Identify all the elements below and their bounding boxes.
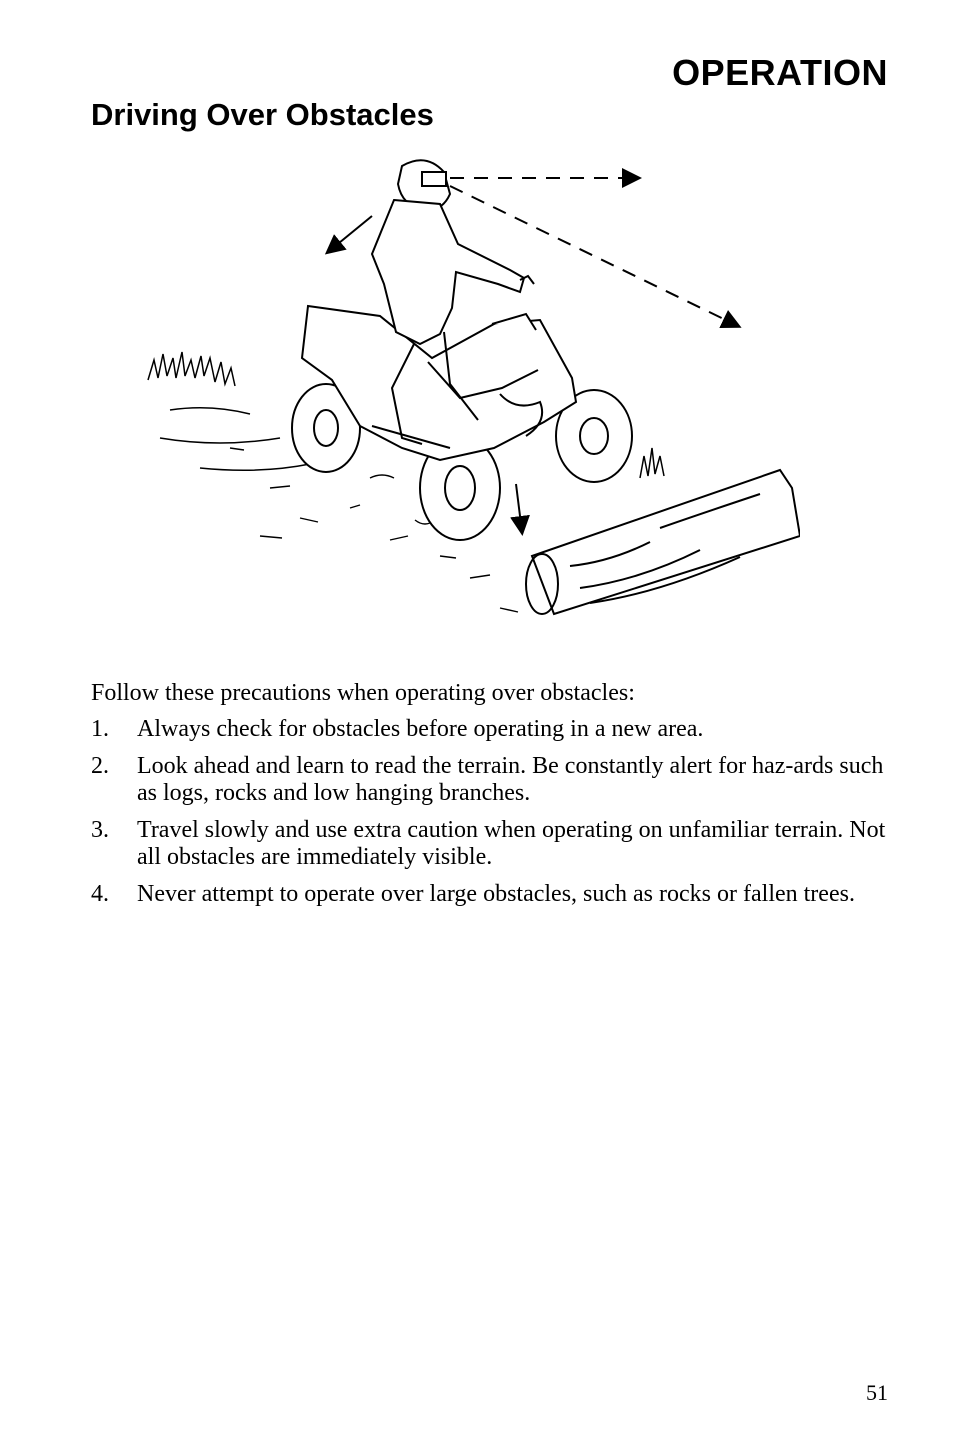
intro-text: Follow these precautions when operating over obstacles:: [91, 680, 635, 706]
list-item-text: Always check for obstacles before operating in a new area.: [137, 716, 704, 742]
list-item: [91, 817, 891, 871]
precautions-list: [91, 716, 891, 918]
fallen-log: [526, 470, 800, 614]
list-item: [91, 753, 891, 807]
list-item: [91, 716, 891, 743]
list-item-number: 3.: [91, 817, 109, 843]
list-item: [91, 881, 891, 908]
page-number: 51: [866, 1380, 888, 1405]
list-item-text: Travel slowly and use extra caution when operating on unfamiliar terrain. Not all obstacles are immediately visible.: [137, 817, 886, 870]
list-item-text: Look ahead and learn to read the terrain. Be constantly alert for haz-ards such as logs, rocks and low hanging branches.: [137, 753, 884, 806]
page-title: Driving Over Obstacles: [91, 97, 434, 132]
list-item-number: 2.: [91, 753, 109, 779]
atv-rider-over-log-illustration: [140, 148, 800, 638]
list-item-number: 1.: [91, 716, 109, 742]
section-header: OPERATION: [672, 52, 888, 93]
list-item-text: Never attempt to operate over large obstacles, such as rocks or fallen trees.: [137, 881, 855, 907]
list-item-number: 4.: [91, 881, 109, 907]
